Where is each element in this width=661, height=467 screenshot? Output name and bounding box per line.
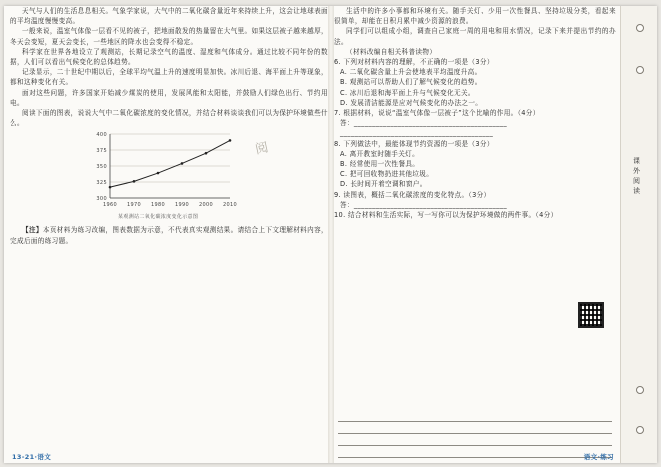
y-tick-label: 300 — [96, 196, 107, 203]
data-point — [133, 180, 136, 183]
chart-container — [10, 128, 328, 222]
note-text: 本页材料为练习改编，图表数据为示意，不代表真实观测结果。请结合上下文理解材料内容，完成后面的练习题。 — [10, 226, 328, 245]
x-tick-label: 1980 — [150, 202, 166, 209]
question-stem: 8. 下列做法中，最能体现节约资源的一项是（3分） — [334, 139, 494, 148]
series-line — [110, 141, 230, 188]
right-page — [334, 6, 616, 463]
y-tick-label: 350 — [96, 164, 107, 171]
page-footer-left: 13-21·语文 — [12, 452, 52, 461]
binding-ring — [636, 426, 644, 434]
paragraph: 生活中的许多小事都和环境有关。随手关灯、少用一次性餐具、坚持垃圾分类，看起来很简单，却能在日积月累中减少资源的浪费。 — [334, 7, 616, 26]
question-option: B. 经常使用一次性餐具。 — [340, 160, 420, 169]
answer-lines[interactable] — [334, 410, 616, 458]
page-footer-right: 语文·练习 — [583, 452, 614, 461]
paragraph: 阅读下面的图表，说说大气中二氧化碳浓度的变化情况，并结合材料谈谈我们可以为保护环境做些什么。 — [10, 109, 328, 128]
x-tick-label: 1970 — [126, 202, 142, 209]
qr-code[interactable] — [578, 302, 604, 328]
paragraph: 科学家在世界各地设立了观测站，长期记录空气的温度、湿度和气体成分。通过比较不同年份的数据，人们可以看出气候变化的总体趋势。 — [10, 47, 328, 67]
question-option: __________________________________________ — [340, 129, 494, 138]
note-tag: 【注】 — [22, 226, 43, 235]
question-stem: 10. 结合材料和生活实际，写一写你可以为保护环境做的两件事。（4分） — [334, 211, 558, 220]
question-option: 答：__________________________________________ — [340, 200, 508, 209]
data-point — [205, 152, 208, 155]
data-point — [157, 172, 160, 175]
question-option: D. 发展清洁能源是应对气候变化的办法之一。 — [340, 98, 483, 107]
data-point — [181, 163, 184, 166]
y-tick-label: 325 — [96, 180, 107, 187]
stamp-mark: 阅 — [254, 140, 271, 159]
paragraph: 记录显示，二十世纪中期以后，全球平均气温上升的速度明显加快。冰川后退、海平面上升等现象，都和这种变化有关。 — [10, 68, 328, 87]
paragraph: 天气与人们的生活息息相关。气象学家说，大气中的二氧化碳含量近年来持续上升，这会让地球表面的平均温度慢慢变高。 — [10, 7, 328, 26]
y-tick-label: 400 — [96, 132, 107, 139]
chart-caption: 某观测站二氧化碳浓度变化示意图 — [118, 214, 199, 221]
binding-ring — [636, 24, 644, 32]
line-chart — [88, 128, 238, 212]
source-note: （材料改编自相关科普读物） — [346, 47, 437, 56]
side-tab — [620, 6, 657, 463]
question-option: B. 观测站可以帮助人们了解气候变化的趋势。 — [340, 78, 482, 87]
question-stem: 7. 根据材料，说说“温室气体像一层被子”这个比喻的作用。（4分） — [334, 109, 540, 118]
data-point — [229, 140, 232, 143]
paragraph: 同学们可以组成小组，调查自己家庭一周的用电和用水情况，记录下来并提出节约的办法。 — [334, 27, 616, 46]
x-tick-label: 2000 — [198, 202, 214, 209]
question-stem: 6. 下列对材料内容的理解，不正确的一项是（3分） — [334, 58, 494, 67]
question-option: 答：__________________________________________ — [340, 119, 508, 128]
data-point — [109, 186, 112, 189]
x-tick-label: 1960 — [102, 202, 118, 209]
book-spread — [4, 6, 657, 463]
note — [10, 225, 328, 245]
question-stem: 9. 读图表，概括二氧化碳浓度的变化特点。（3分） — [334, 190, 491, 199]
x-tick-label: 2010 — [222, 202, 238, 209]
x-tick-label: 1990 — [174, 202, 190, 209]
question-option: C. 冰川后退和海平面上升与气候变化无关。 — [340, 88, 475, 97]
question-option: A. 离开教室时随手关灯。 — [340, 149, 420, 158]
question-option: C. 把可回收物扔进其他垃圾。 — [340, 170, 434, 179]
left-page — [10, 6, 328, 463]
y-tick-label: 375 — [96, 148, 107, 155]
question-list — [334, 57, 616, 220]
paragraph: 面对这些问题，许多国家开始减少煤炭的使用，发展风能和太阳能，并鼓励人们绿色出行、节约用电。 — [10, 88, 328, 107]
binding-ring — [636, 386, 644, 394]
paragraph: 一般来说，温室气体像一层看不见的被子，把地面散发的热量留在大气里。如果这层被子越来越厚，冬天会变短，夏天会变长，一些地区的降水也会变得不稳定。 — [10, 27, 328, 46]
binding-ring — [636, 66, 644, 74]
question-option: A. 二氧化碳含量上升会使地表平均温度升高。 — [340, 68, 482, 77]
side-tab-label: 课外阅读 — [633, 157, 640, 195]
question-option: D. 长时间开着空调和窗户。 — [340, 180, 427, 189]
